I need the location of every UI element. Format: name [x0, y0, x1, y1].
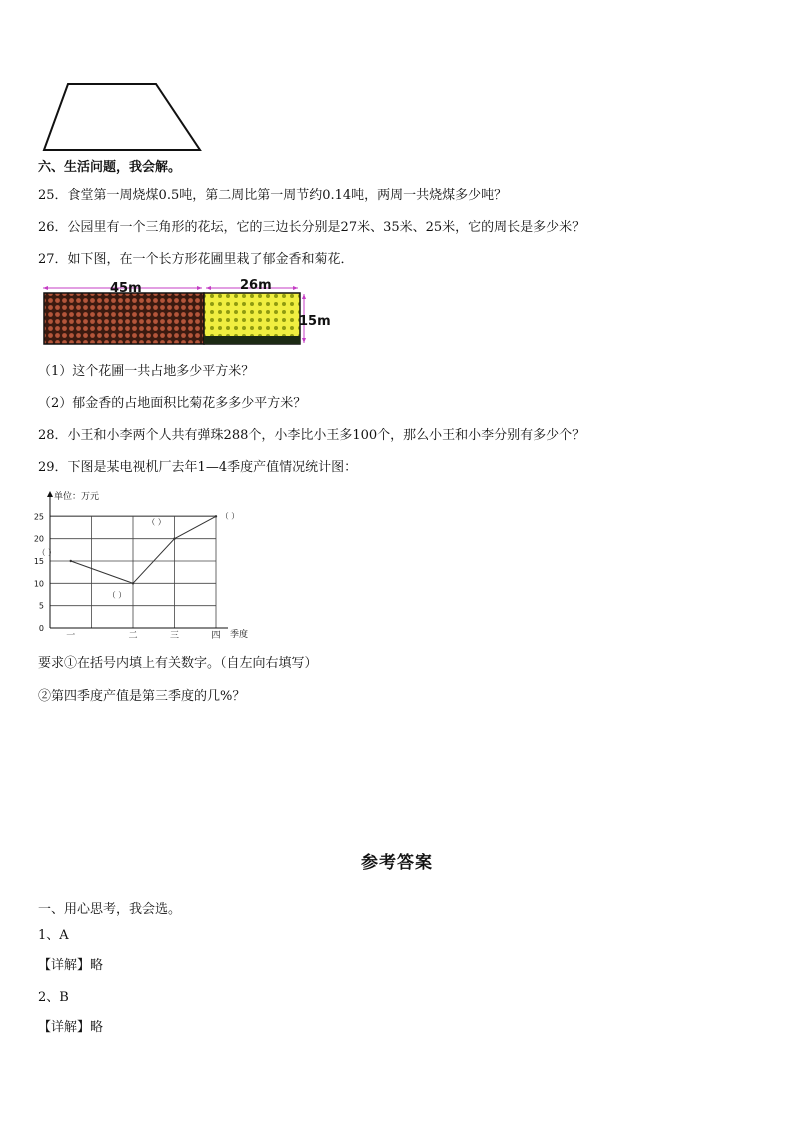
requirement-1: 要求①在括号内填上有关数字。（自左向右填写）	[38, 656, 318, 671]
data-point	[215, 515, 217, 517]
garden-figure	[40, 276, 340, 348]
chart-axes	[47, 491, 228, 628]
production-line-chart	[30, 488, 270, 648]
blank-label: （ ）	[147, 517, 166, 527]
answer-2: 2、B	[38, 990, 69, 1005]
data-point	[132, 582, 134, 584]
y-tick-label: 15	[33, 557, 44, 566]
question-27-sub-1: （1）这个花圃一共占地多少平方米？	[38, 364, 255, 379]
chart-x-ticks	[66, 630, 220, 641]
series-line	[71, 516, 216, 583]
y-tick-label: 5	[38, 601, 44, 611]
x-tick-label: 三	[169, 631, 180, 641]
tulip-length-label: 45m	[110, 281, 142, 296]
chart-y-ticks	[34, 512, 44, 633]
y-tick-label: 10	[33, 579, 44, 589]
chart-unit-label: 单位：万元	[54, 492, 100, 502]
question-29: 29．下图是某电视机厂去年1—4季度产值情况统计图：	[38, 460, 358, 475]
tulip-bed	[44, 293, 204, 344]
answer-2-detail: 【详解】略	[38, 1020, 104, 1035]
answers-section-1: 一、用心思考，我会选。	[38, 902, 182, 917]
question-25: 25．食堂第一周烧煤0.5吨，第二周比第一周节约0.14吨，两周一共烧煤多少吨？	[38, 188, 508, 203]
data-point	[70, 560, 72, 562]
answers-title: 参考答案	[361, 853, 433, 873]
answer-1: 1、A	[38, 928, 69, 943]
question-27-sub-2: （2）郁金香的占地面积比菊花多多少平方米？	[38, 396, 307, 411]
chart-blank-labels	[37, 511, 239, 599]
question-26: 26．公园里有一个三角形的花坛，它的三边长分别是27米、35米、25米，它的周长是多少米？	[38, 220, 586, 235]
section-six-heading: 六、生活问题，我会解。	[38, 160, 182, 175]
y-tick-label: 20	[33, 534, 44, 544]
chart-grid	[50, 516, 216, 628]
blank-label: （ ）	[37, 548, 57, 557]
y-tick-label: 25	[33, 512, 44, 522]
trapezoid-figure	[40, 80, 210, 156]
width-label: 15m	[299, 314, 331, 329]
question-27: 27．如下图，在一个长方形花圃里栽了郁金香和菊花．	[38, 252, 354, 267]
x-tick-label: 一	[66, 631, 76, 641]
answer-1-detail: 【详解】略	[38, 958, 104, 973]
blank-label: （ ）	[107, 590, 127, 600]
data-point	[173, 537, 175, 539]
chrysanthemum-length-label: 26m	[240, 278, 272, 293]
y-axis-arrow	[47, 491, 53, 497]
blank-label: （ ）	[220, 511, 240, 521]
chart-x-axis-label: 季度	[230, 630, 249, 640]
x-tick-label: 二	[128, 631, 138, 641]
x-tick-label: 四	[211, 631, 221, 641]
question-28: 28．小王和小李两个人共有弹珠288个，小李比小王多100个，那么小王和小李分别有多少个？	[38, 428, 586, 443]
requirement-2: ②第四季度产值是第三季度的几%？	[38, 689, 246, 704]
y-tick-label: 0	[38, 624, 44, 633]
